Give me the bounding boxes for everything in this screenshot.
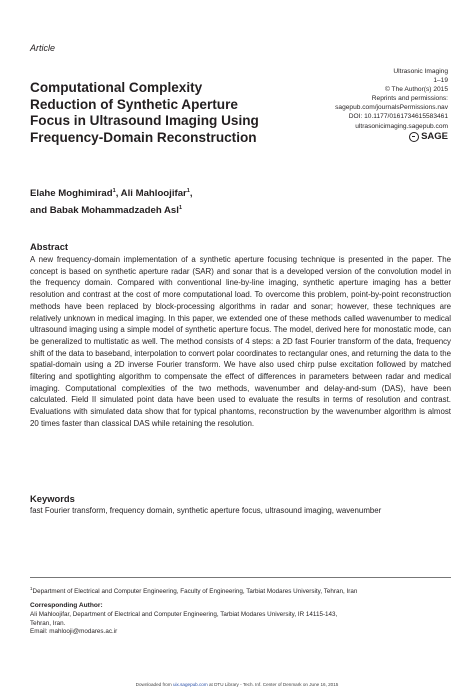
publisher-logo-text: SAGE <box>421 131 448 142</box>
sage-logo-icon <box>409 132 419 142</box>
paper-title <box>30 80 320 146</box>
permissions-link[interactable]: sagepub.com/journalsPermissions.nav <box>335 104 448 112</box>
title-line: Focus in Ultrasound Imaging Using <box>30 113 259 128</box>
abstract-heading: Abstract <box>30 241 69 252</box>
affiliation-text: Department of Electrical and Computer Engineering, Faculty of Engineering, Tarbiat Modares University, Tehran, Iran <box>32 588 358 596</box>
download-suffix: at DTU Library - Tech. Inf. Center of Denmark on June 16, 2015 <box>208 682 339 687</box>
corresponding-author-address: Ali Mahloojifar, Department of Electrical and Computer Engineering, Tarbiat Modares University, IR 14115-143, <box>30 611 338 618</box>
download-source-link[interactable]: uix.sagepub.com <box>172 682 208 687</box>
author-affiliation-mark: 1 <box>186 188 190 194</box>
author-conjunction: and <box>30 205 50 217</box>
keywords-heading: Keywords <box>30 493 75 504</box>
corresponding-author-city: Tehran, Iran. <box>30 619 66 627</box>
doi-line[interactable]: DOI: 10.1177/0161734615583461 <box>348 113 448 121</box>
affiliation-mark: 1 <box>30 586 33 591</box>
page-range: 1–19 <box>433 77 448 85</box>
corresponding-author-heading: Corresponding Author: <box>30 602 103 609</box>
download-prefix: Downloaded from <box>135 682 172 687</box>
affiliation-footnote <box>30 585 451 597</box>
article-type-label: Article <box>30 43 56 53</box>
corresponding-author-email[interactable]: Email: mahlooji@modares.ac.ir <box>30 628 118 636</box>
author-line <box>30 184 193 201</box>
publication-info <box>288 67 448 131</box>
keywords-text: fast Fourier transform, frequency domain, synthetic aperture focus, ultrasound imaging, wavenumber <box>30 506 382 515</box>
author-name: Babak Mohammadzadeh Asl <box>49 205 179 217</box>
title-line: Reduction of Synthetic Aperture <box>30 96 238 112</box>
author-separator: , <box>115 188 121 200</box>
author-affiliation-mark: 1 <box>178 205 182 212</box>
title-line: Frequency-Domain Reconstruction <box>30 129 257 145</box>
author-affiliation-mark: 1 <box>112 188 116 194</box>
author-separator: , <box>189 188 193 200</box>
copyright-line: © The Author(s) 2015 <box>384 86 448 94</box>
journal-name: Ultrasonic Imaging <box>393 68 448 75</box>
corresponding-author-details <box>30 611 451 637</box>
publisher-logo <box>409 131 448 142</box>
abstract-text: A new frequency-domain implementation of a synthetic aperture focusing technique is presented in the paper. The concept is based on synthetic aperture radar (SAR) and sonar that is a developed version of the convolution model in the frequency domain. Compared with conventional line-by-line imaging, synthetic aperture imaging has a better resolution and contrast at the cost of more computational load. To overcome this problem, point-by-point reconstruction methods have been replaced by block-processing algorithms in radar and sonar; however, these techniques are relatively unknown in medical imaging. In this paper, we extended one of these methods called wavenumber to medical ultrasound imaging using a simple model of synthetic aperture focus. The model, derived here for monostatic mode, can be generalized to multistatic as well. The method consists of 4 steps: a 2D fast Fourier transform of the data, frequency shift of the data to baseband, interpolation to convert polar coordinates to rectangular ones, and returning the data to the spatial-domain using a 2D inverse Fourier transform. We have also used chirp pulse excitation followed by matched filtering and spotlighting algorithm to compensate the effect of differences in parameters between radar and medical imaging. Computational complexities of the two methods, wavenumber and delay-and-sum (DAS), have been calculated. Field II simulated point data have been used to evaluate the results in terms of resolution and contrast. Evaluations with simulated data show that for typical phantoms, reconstruction by the wavenumber algorithm is almost 20 times faster than classical DAS while retaining the resolution. <box>30 255 451 428</box>
title-line: Computational Complexity <box>30 80 203 95</box>
author-line <box>30 201 193 218</box>
author-name: Elahe Moghimirad <box>30 188 113 200</box>
reprints-line: Reprints and permissions: <box>371 95 448 103</box>
author-list <box>30 184 193 218</box>
footnote-divider <box>30 577 451 578</box>
author-name: Ali Mahloojifar <box>120 188 187 200</box>
download-notice <box>0 682 474 687</box>
journal-site-link[interactable]: ultrasonicimaging.sagepub.com <box>355 122 448 130</box>
